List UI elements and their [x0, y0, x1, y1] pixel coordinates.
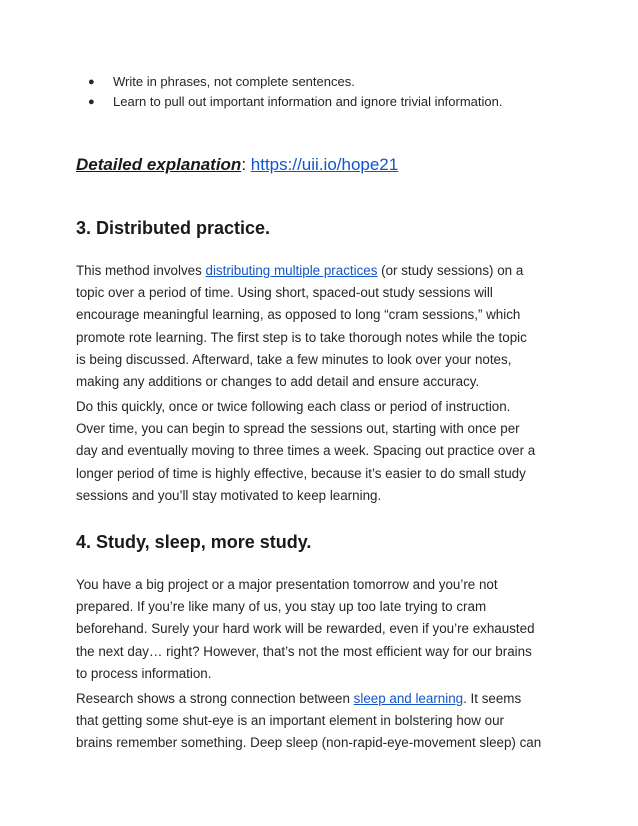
- paragraph-line: Over time, you can begin to spread the sessions out, starting with once per: [76, 421, 520, 437]
- paragraph-line: brains remember something. Deep sleep (non-rapid-eye-movement sleep) can: [76, 735, 542, 751]
- paragraph-line: that getting some shut-eye is an important element in bolstering how our: [76, 713, 504, 729]
- paragraph-distributed-practice-2: [76, 396, 566, 507]
- paragraph-line: [76, 260, 566, 282]
- text-run: (or study sessions) on a: [377, 263, 524, 278]
- paragraph-line: day and eventually moving to three times a week. Spacing out practice over a: [76, 443, 536, 459]
- paragraph-line: topic over a period of time. Using short, spaced-out study sessions will: [76, 285, 493, 301]
- paragraph-line: longer period of time is highly effective, because it’s easier to do small study: [76, 465, 526, 481]
- section-heading-study-sleep: 4. Study, sleep, more study.: [76, 532, 312, 552]
- paragraph-line: You have a big project or a major presentation tomorrow and you’re not: [76, 577, 498, 592]
- section-heading-distributed-practice: 3. Distributed practice.: [76, 218, 271, 238]
- paragraph-line: making any additions or changes to add detail and ensure accuracy.: [76, 374, 480, 390]
- text-run: This method involves: [76, 263, 206, 278]
- paragraph-line: [76, 688, 566, 710]
- text-run: . It seems: [463, 691, 522, 706]
- paragraph-study-sleep-1: [76, 574, 566, 685]
- paragraph-distributed-practice-1: [76, 260, 566, 393]
- paragraph-line: the next day… right? However, that’s not the most efficient way for our brains: [76, 643, 532, 659]
- list-item: [88, 72, 503, 92]
- paragraph-line: encourage meaningful learning, as opposed to long “cram sessions,” which: [76, 307, 521, 323]
- distributing-practices-link[interactable]: distributing multiple practices: [205, 263, 378, 278]
- detailed-explanation-colon: :: [241, 155, 251, 174]
- paragraph-study-sleep-2: [76, 688, 566, 755]
- paragraph-line: beforehand. Surely your hard work will be rewarded, even if you’re exhausted: [76, 621, 535, 637]
- paragraph-line: to process information.: [76, 665, 212, 681]
- bullet-icon: ●: [88, 96, 95, 108]
- list-item: [88, 92, 503, 112]
- paragraph-line: prepared. If you’re like many of us, you stay up too late trying to cram: [76, 599, 487, 615]
- sleep-and-learning-link[interactable]: sleep and learning: [353, 691, 464, 706]
- bullet-list: [88, 72, 503, 112]
- detailed-explanation: [76, 153, 398, 177]
- paragraph-line: sessions and you’ll stay motivated to keep learning.: [76, 487, 382, 503]
- paragraph-line: promote rote learning. The first step is to take thorough notes while the topic: [76, 329, 527, 345]
- text-run: Research shows a strong connection between: [76, 691, 354, 706]
- detailed-explanation-label: Detailed explanation: [76, 155, 242, 174]
- list-item-text: Write in phrases, not complete sentences.: [113, 74, 355, 89]
- paragraph-line: Do this quickly, once or twice following each class or period of instruction.: [76, 399, 511, 414]
- bullet-icon: ●: [88, 76, 95, 88]
- paragraph-line: is being discussed. Afterward, take a few minutes to look over your notes,: [76, 351, 512, 367]
- detailed-explanation-link[interactable]: https://uii.io/hope21: [250, 155, 399, 174]
- list-item-text: Learn to pull out important information and ignore trivial information.: [113, 94, 503, 109]
